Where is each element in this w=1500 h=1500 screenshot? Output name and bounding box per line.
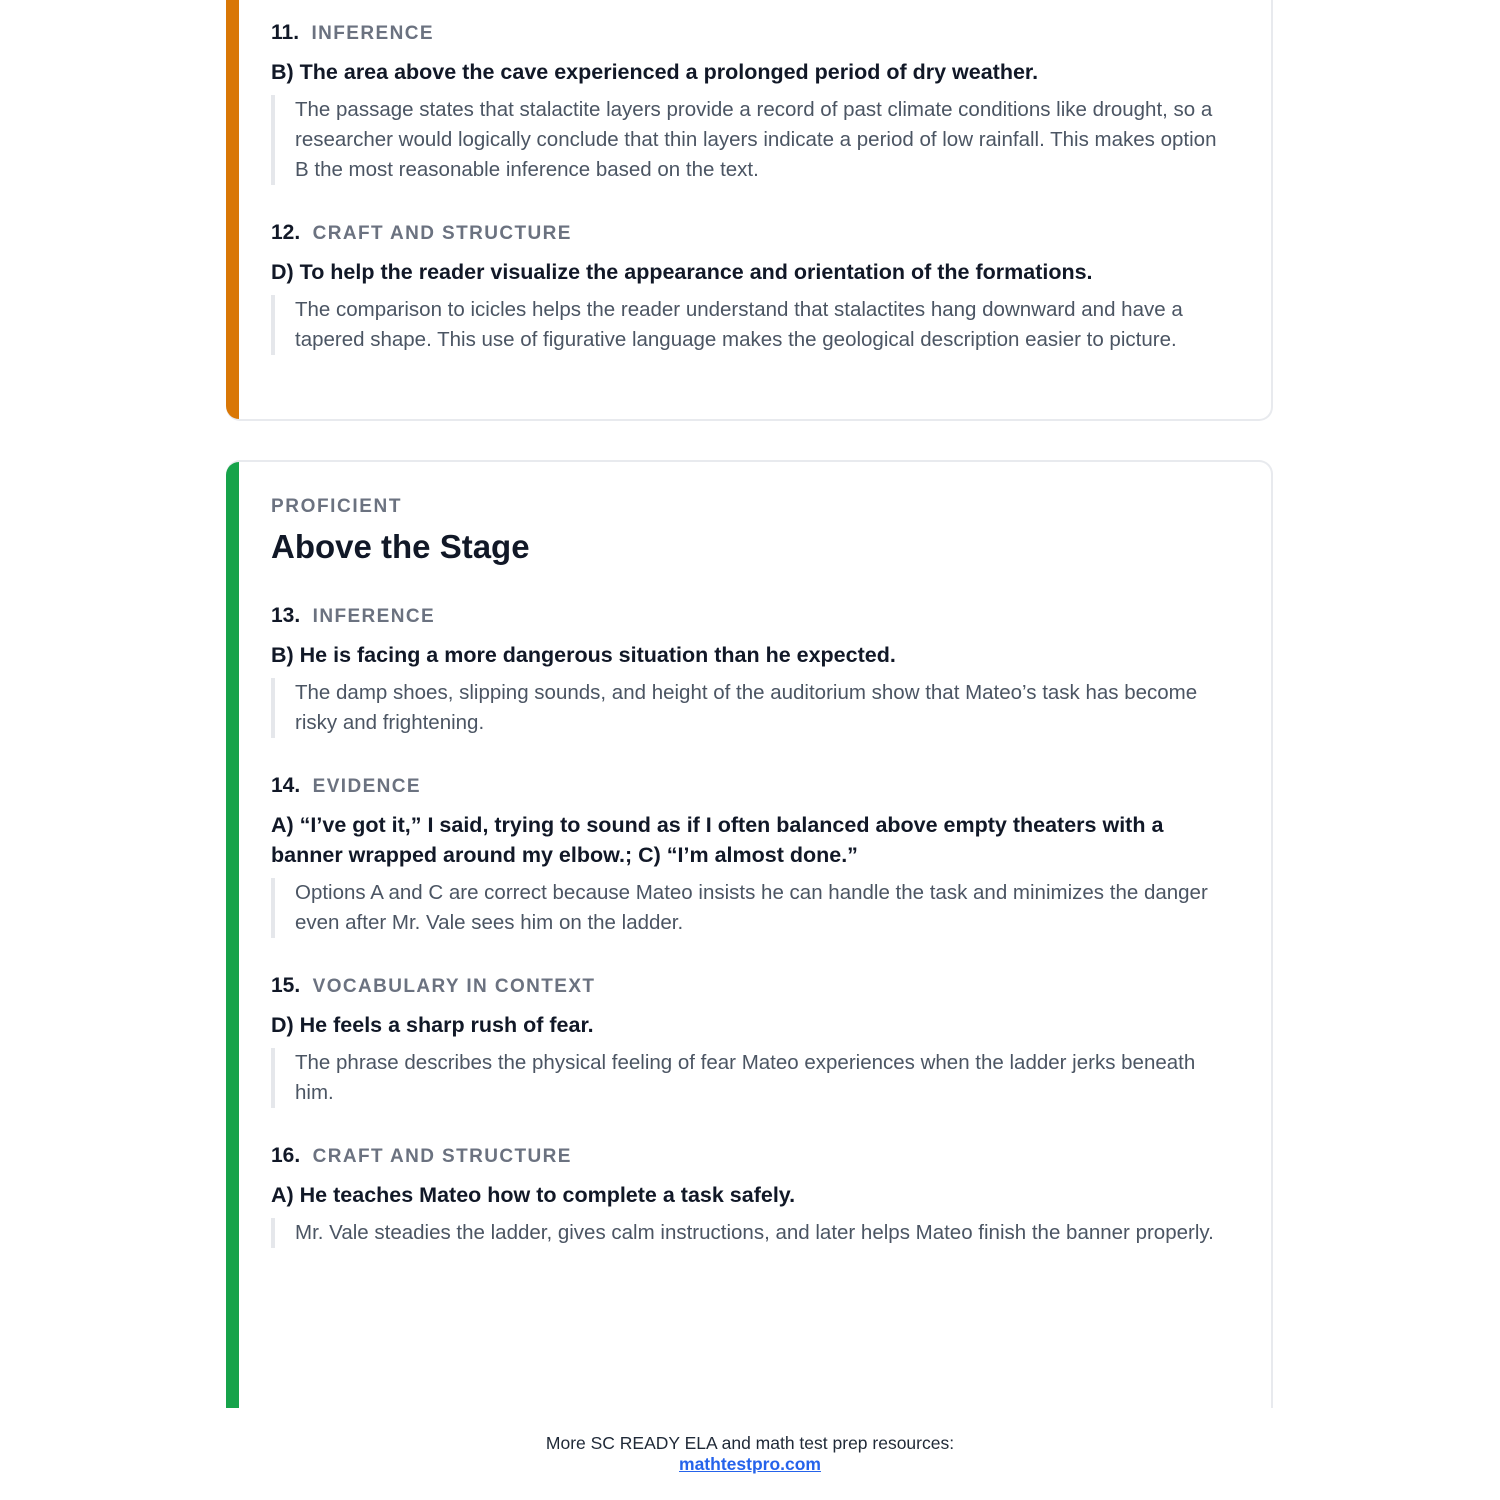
answer-item (271, 972, 1231, 1108)
item-header (271, 1142, 1231, 1170)
explanation: Mr. Vale steadies the ladder, gives calm instructions, and later helps Mateo finish the banner properly. (271, 1218, 1231, 1248)
item-header (271, 602, 1231, 630)
explanation: Options A and C are correct because Mateo insists he can handle the task and minimizes the danger even after Mr. Vale sees him on the ladder. (271, 878, 1231, 938)
correct-answer: A) “I’ve got it,” I said, trying to sound as if I often balanced above empty theaters with a banner wrapped around my elbow.; C) “I’m almost done.” (271, 813, 1164, 867)
item-number: 14. (271, 774, 301, 797)
answer-item (271, 19, 1231, 185)
item-number: 13. (271, 604, 301, 627)
item-number: 16. (271, 1144, 301, 1167)
item-header (271, 772, 1231, 800)
explanation: The damp shoes, slipping sounds, and height of the auditorium show that Mateo’s task has become risky and frightening. (271, 678, 1231, 738)
correct-answer: B) He is facing a more dangerous situation than he expected. (271, 643, 896, 667)
correct-answer: A) He teaches Mateo how to complete a task safely. (271, 1183, 796, 1207)
item-header (271, 219, 1231, 247)
item-number: 12. (271, 221, 301, 244)
answer-item (271, 1142, 1231, 1248)
answer-item (271, 772, 1231, 938)
item-number: 11. (271, 21, 300, 44)
card-content (271, 496, 1231, 1282)
item-category: CRAFT AND STRUCTURE (312, 1146, 572, 1167)
level-label: PROFICIENT (271, 496, 403, 517)
item-category: CRAFT AND STRUCTURE (312, 223, 572, 244)
answer-item (271, 219, 1231, 355)
item-header (271, 19, 1231, 47)
answer-card-green (226, 460, 1273, 1408)
footer-text: More SC READY ELA and math test prep resources: (545, 1433, 955, 1453)
card-content (271, 19, 1231, 389)
passage-title: Above the Stage (271, 528, 530, 565)
item-category: VOCABULARY IN CONTEXT (312, 976, 596, 997)
item-number: 15. (271, 974, 301, 997)
item-category: INFERENCE (312, 606, 436, 627)
item-header (271, 972, 1231, 1000)
item-category: EVIDENCE (312, 776, 421, 797)
correct-answer: D) To help the reader visualize the appearance and orientation of the formations. (271, 260, 1093, 284)
answer-item (271, 602, 1231, 738)
answer-card-orange (226, 0, 1273, 421)
explanation: The phrase describes the physical feeling of fear Mateo experiences when the ladder jerks beneath him. (271, 1048, 1231, 1108)
explanation: The passage states that stalactite layers provide a record of past climate conditions like drought, so a researcher would logically conclude that thin layers indicate a period of low rainfall. This makes option B the most reasonable inference based on the text. (271, 95, 1231, 185)
footer (0, 1433, 1500, 1475)
footer-link[interactable]: mathtestpro.com (679, 1454, 821, 1474)
item-category: INFERENCE (311, 23, 434, 44)
explanation: The comparison to icicles helps the reader understand that stalactites hang downward and have a tapered shape. This use of figurative language makes the geological description easier to picture. (271, 295, 1231, 355)
correct-answer: B) The area above the cave experienced a prolonged period of dry weather. (271, 60, 1039, 84)
correct-answer: D) He feels a sharp rush of fear. (271, 1013, 594, 1037)
